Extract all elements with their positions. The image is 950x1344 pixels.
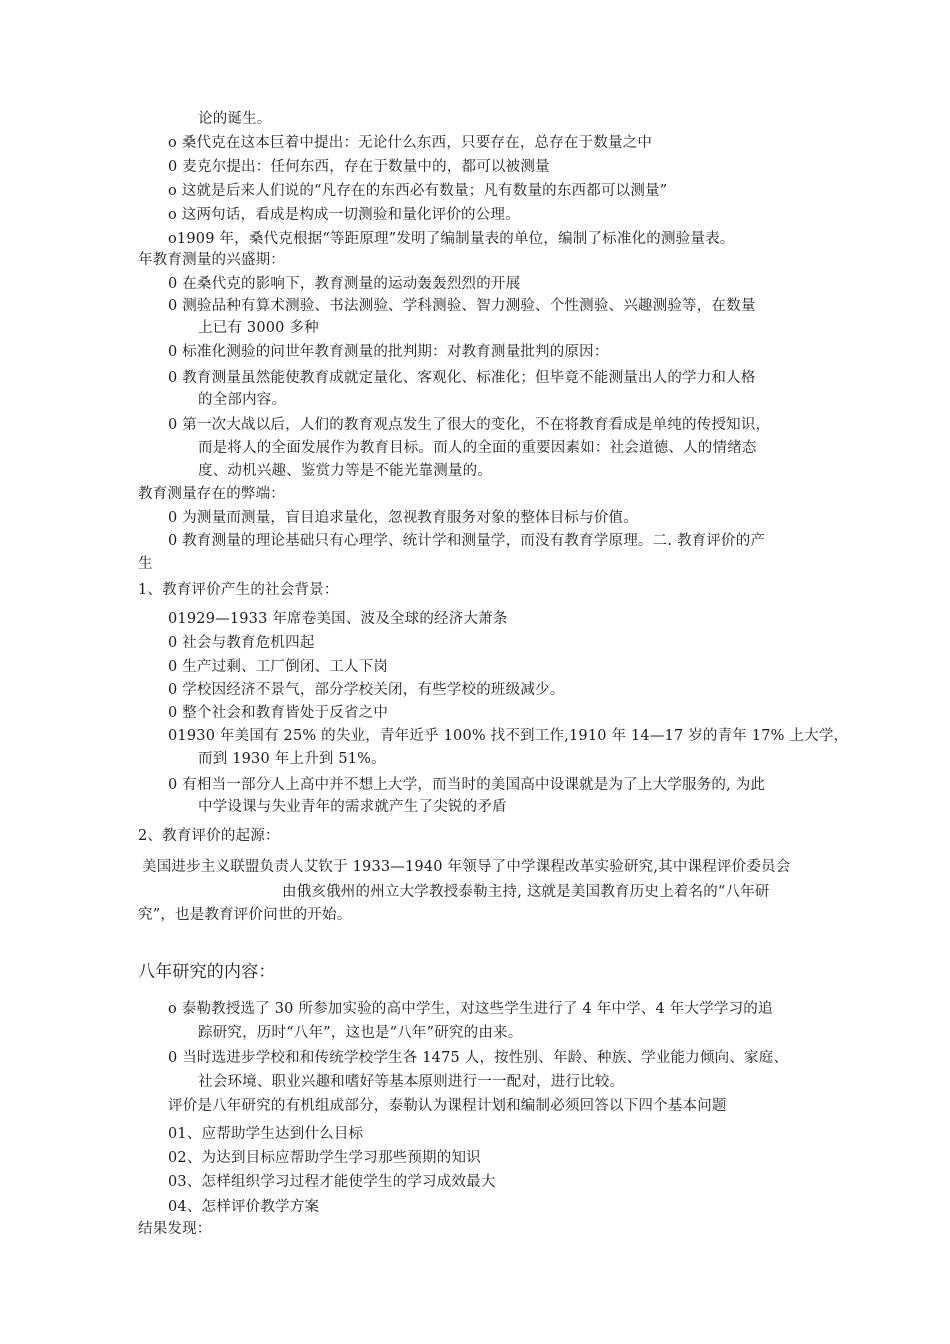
text-line: 论的诞生。	[198, 111, 272, 127]
section-heading: 年教育测量的兴盛期：	[138, 252, 285, 268]
bullet-item: 0 教育测量虽然能使教育成就定量化、客观化、标准化；但毕竟不能测量出人的学力和人格	[168, 370, 756, 386]
text-line: 生	[138, 556, 153, 572]
bullet-item: 01929—1933 年席卷美国、波及全球的经济大萧条	[168, 611, 508, 627]
text-line: 度、动机兴趣、鉴赏力等是不能光靠测量的。	[198, 463, 492, 479]
bullet-item: 0 当时选进步学校和和传统学校学生各 1475 人，按性别、年龄、种族、学业能力倾向、家庭、	[168, 1050, 789, 1066]
section-heading: 结果发现：	[138, 1221, 212, 1237]
section-title: 八年研究的内容：	[138, 962, 276, 982]
bullet-item: 0 社会与教育危机四起	[168, 635, 315, 651]
numbered-item: 03、怎样组织学习过程才能使学生的学习成效最大	[168, 1174, 496, 1190]
text-line: 上已有 3000 多种	[198, 320, 319, 336]
bullet-item: 0 麦克尔提出：任何东西，存在于数量中的，都可以被测量	[168, 159, 550, 175]
section-heading: 1、教育评价产生的社会背景：	[138, 582, 339, 598]
bullet-item: 0 整个社会和教育皆处于反省之中	[168, 705, 389, 721]
text-line: 评价是八年研究的有机组成部分，泰勒认为课程计划和编制必须回答以下四个基本问题	[168, 1098, 727, 1114]
paragraph-line: 究”，也是教育评价问世的开始。	[138, 907, 352, 923]
bullet-item: o 这两句话，看成是构成一切测验和量化评价的公理。	[168, 207, 520, 223]
bullet-item: 0 在桑代克的影响下，教育测量的运动轰轰烈烈的开展	[168, 276, 521, 292]
bullet-item: 0 学校因经济不景气，部分学校关闭，有些学校的班级减少。	[168, 682, 565, 698]
text-line: 踪研究，历时“八年”，这也是“八年”研究的由来。	[198, 1025, 523, 1041]
paragraph-line: 美国进步主义联盟负责人艾钦于 1933—1940 年领导了中学课程改革实验研究,其中课程评价委员会	[142, 859, 791, 875]
bullet-item: o 桑代克在这本巨着中提出：无论什么东西，只要存在，总存在于数量之中	[168, 135, 653, 151]
numbered-item: 01、应帮助学生达到什么目标	[168, 1126, 364, 1142]
bullet-item: o 泰勒教授选了 30 所参加实验的高中学生，对这些学生进行了 4 年中学、4 年大学学习的追	[168, 1001, 773, 1017]
section-heading: 教育测量存在的弊端：	[138, 486, 285, 502]
numbered-item: 04、怎样评价教学方案	[168, 1199, 320, 1215]
bullet-item: o 这就是后来人们说的“凡存在的东西必有数量；凡有数量的东西都可以测量”	[168, 183, 668, 199]
bullet-item: 0 第一次大战以后，人们的教育观点发生了很大的变化，不在将教育看成是单纯的传授知识，	[168, 417, 771, 433]
text-line: 而到 1930 年上升到 51%。	[198, 751, 386, 767]
bullet-item: 0 标准化测验的问世年教育测量的批判期：对教育测量批判的原因：	[168, 344, 609, 360]
paragraph-line: 由俄亥俄州的州立大学教授泰勒主持, 这就是美国教育历史上着名的“八年研	[282, 884, 770, 900]
bullet-item: 01930 年美国有 25% 的失业，青年近乎 100% 找不到工作,1910 年 14—17 岁的青年 17% 上大学，	[168, 728, 849, 744]
bullet-item: 0 有相当一部分人上高中并不想上大学，而当时的美国高中设课就是为了上大学服务的, 为此	[168, 777, 766, 793]
bullet-item: o1909 年，桑代克根据“等距原理”发明了编制量表的单位，编制了标准化的测验量表。	[168, 231, 735, 247]
section-heading: 2、教育评价的起源：	[138, 828, 280, 844]
bullet-item: 0 为测量而测量，盲目追求量化，忽视教育服务对象的整体目标与价值。	[168, 510, 638, 526]
text-line: 中学设课与失业青年的需求就产生了尖锐的矛盾	[198, 799, 507, 815]
bullet-item: 0 生产过剩、工厂倒闭、工人下岗	[168, 659, 389, 675]
bullet-item: 0 教育测量的理论基础只有心理学、统计学和测量学，而没有教育学原理。二. 教育评价的产	[168, 533, 766, 549]
text-line: 社会环境、职业兴趣和嗜好等基本原则进行一一配对，进行比较。	[198, 1074, 625, 1090]
numbered-item: 02、为达到目标应帮助学生学习那些预期的知识	[168, 1150, 481, 1166]
bullet-item: 0 测验品种有算术测验、书法测验、学科测验、智力测验、个性测验、兴趣测验等，在数量	[168, 298, 756, 314]
text-line: 的全部内容。	[198, 392, 287, 408]
text-line: 而是将人的全面发展作为教育目标。而人的全面的重要因素如：社会道德、人的情绪态	[198, 440, 757, 456]
